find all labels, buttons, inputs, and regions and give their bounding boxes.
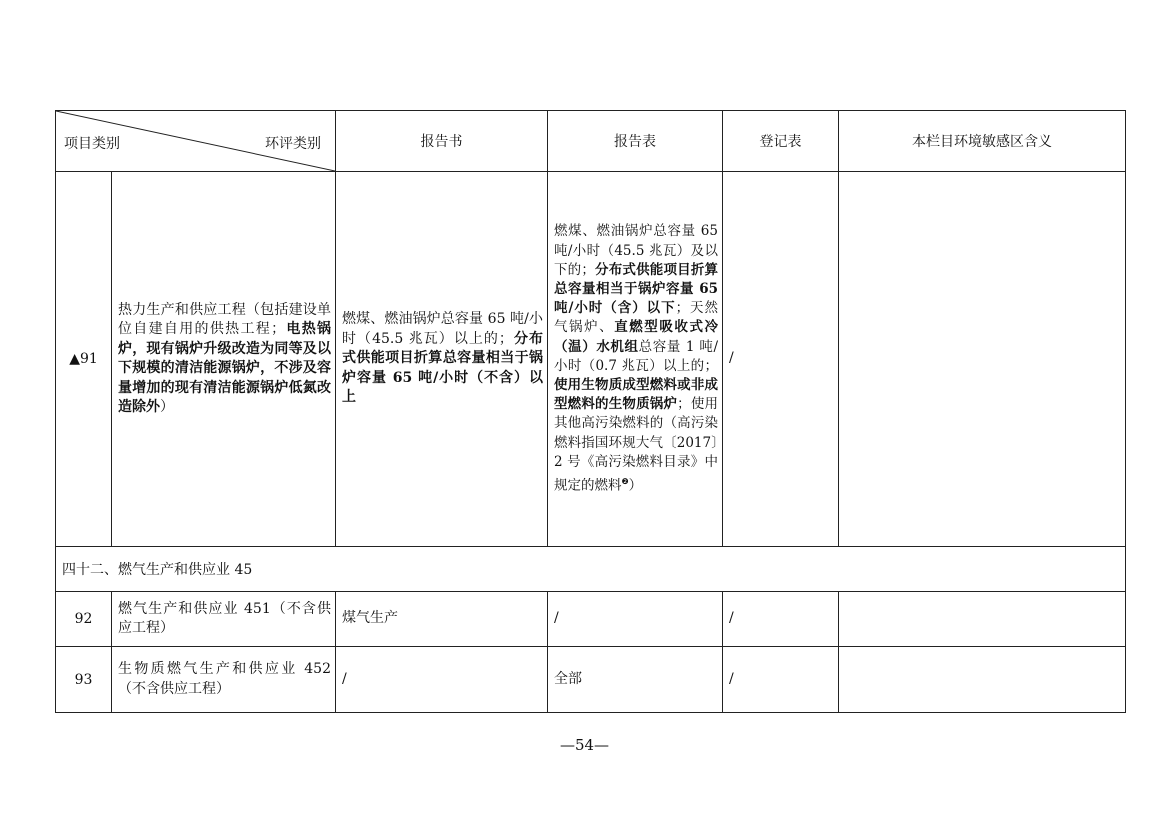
eia-category-table: [55, 110, 1126, 713]
header-diagonal-cell: [56, 111, 336, 172]
form-bold-2: 直燃型吸收式冷（温）水机组: [554, 319, 719, 355]
form-text-4: ；使用其他高污染燃料的（高污染燃料指国环规大气〔2017〕2 号《高污染燃料目录》中规定的燃料: [554, 396, 719, 494]
sensitive-area-cell: [839, 647, 1126, 713]
report-form-header: 报告表: [548, 111, 723, 172]
registration-cell: /: [723, 647, 839, 713]
book-text: 燃煤、燃油锅炉总容量 65 吨/小时（45.5 兆瓦）以上的；: [342, 311, 543, 347]
project-category-label: 项目类别: [64, 136, 120, 152]
sensitive-area-cell: [839, 172, 1126, 547]
report-book-cell: 煤气生产: [336, 592, 548, 647]
report-form-cell: /: [548, 592, 723, 647]
form-close: ）: [628, 477, 643, 494]
registration-cell: /: [723, 172, 839, 547]
row-number: 93: [56, 647, 112, 713]
page-number: —54—: [559, 736, 610, 754]
category-close: ）: [160, 399, 174, 415]
report-form-cell: 全部: [548, 647, 723, 713]
registration-form-header: 登记表: [723, 111, 839, 172]
sensitive-area-cell: [839, 592, 1126, 647]
table-row-91: [56, 172, 1126, 547]
category-text: 热力生产和供应工程（包括建设单位自建自用的供热工程；: [118, 301, 331, 337]
section-title: 四十二、燃气生产和供应业 45: [56, 547, 1126, 592]
sensitive-area-header: 本栏目环境敏感区含义: [839, 111, 1126, 172]
report-book-cell: /: [336, 647, 548, 713]
report-book-cell: [336, 172, 548, 547]
row-number: 92: [56, 592, 112, 647]
project-category-cell: [112, 172, 336, 547]
eia-category-label: 环评类别: [265, 136, 321, 152]
report-book-header: 报告书: [336, 111, 548, 172]
report-form-cell: [548, 172, 723, 547]
row-number: ▲91: [56, 172, 112, 547]
section-row: [56, 547, 1126, 592]
form-text-1: 燃煤、燃油锅炉总容量 65 吨/小时（45.5 兆瓦）及以下的；: [554, 223, 718, 278]
book-bold-text: 分布式供能项目折算总容量相当于锅炉容量 65 吨/小时（不含）以上: [342, 330, 544, 406]
form-bold-3: 使用生物质成型燃料或非成型燃料的生物质锅炉: [554, 376, 718, 413]
table-row-93: [56, 647, 1126, 713]
form-text-2: ；天然气锅炉、: [554, 300, 718, 336]
footnote-marker: ❷: [621, 476, 629, 486]
table-row-92: [56, 592, 1126, 647]
form-bold-1: 分布式供能项目折算总容量相当于锅炉容量 65 吨/小时（含）以下: [554, 261, 719, 317]
registration-cell: /: [723, 592, 839, 647]
form-text-3: 总容量 1 吨/小时（0.7 兆瓦）以上的；: [554, 338, 718, 374]
project-category-cell: 燃气生产和供应业 451（不含供应工程）: [112, 592, 336, 647]
table-header-row: [56, 111, 1126, 172]
category-exclusion-bold: 电热锅炉，现有锅炉升级改造为同等及以下规模的清洁能源锅炉，不涉及容量增加的现有清洁能源锅炉低氮改造除外: [118, 321, 332, 415]
regulation-table-page: [55, 110, 1125, 713]
project-category-cell: 生物质燃气生产和供应业 452（不含供应工程）: [112, 647, 336, 713]
